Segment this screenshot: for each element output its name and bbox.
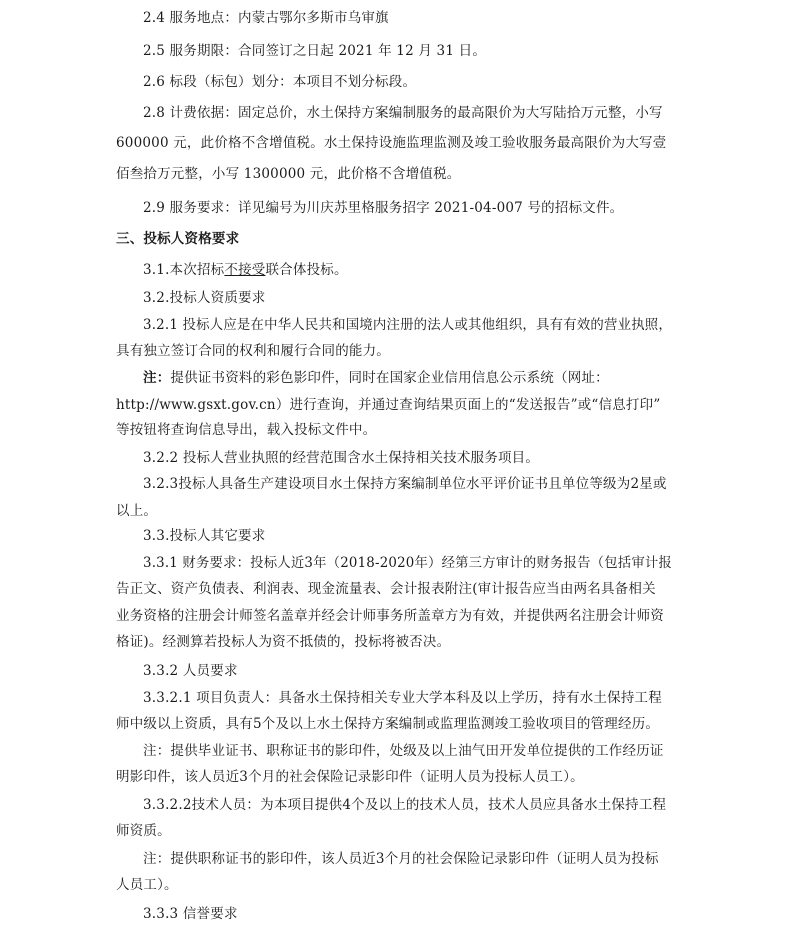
paragraph-2-4: 2.4 服务地点：内蒙古鄂尔多斯市乌审旗 bbox=[143, 10, 389, 26]
paragraph-3-3-3: 3.3.3 信誉要求 bbox=[143, 906, 238, 922]
paragraph-2-6: 2.6 标段（标包）划分：本项目不划分标段。 bbox=[143, 74, 417, 90]
paragraph-3-3-2: 3.3.2 人员要求 bbox=[143, 663, 238, 679]
section-3-heading: 三、投标人资格要求 bbox=[116, 231, 240, 247]
paragraph-3-3: 3.3.投标人其它要求 bbox=[143, 528, 266, 544]
paragraph-3-2: 3.2.投标人资质要求 bbox=[143, 290, 266, 306]
document-page: 2.4 服务地点：内蒙古鄂尔多斯市乌审旗 2.5 服务期限：合同签订之日起 2021 年 12 月 31 日。 2.6 标段（标包）划分：本项目不划分标段。 2.8 计费依据：固定总价，水土保持方案编制服务的最高限价为大写陆拾万元整，小写 600000 元，此价格不含增值税。水土保持设施监理监测及竣工验收服务最高限价为大写壹 佰叁拾万元整，小写 1300000 元，此价格不含增值税。 2.9 服务要求：详见编号为川庆苏里格服务招字 2021-04-007 号的招标文件。 三、投标人资格要求 3.1.本次招标不接受联合体投标。 3.2.投标人资质要求 3.2.1 投标人应是在中华人民共和国境内注册的法人或其他组织，具有有效的营业执照， 具有独立签订合同的权利和履行合同的能力。 注：提供证书资料的彩色影印件，同时在国家企业信用信息公示系统（网址： http://www.gsxt.gov.cn）进行查询，并通过查询结果页面上的“发送报告”或“信息打印” 等按钮将查询信息导出，载入投标文件中。 3.2.2 投标人营业执照的经营范围含水土保持相关技术服务项目。 3.2.3投标人具备生产建设项目水土保持方案编制单位水平评价证书且单位等级为2星或 以上。 3.3.投标人其它要求 3.3.1 财务要求：投标人近3年（2018-2020年）经第三方审计的财务报告（包括审计报 告正文、资产负债表、利润表、现金流量表、会计报表附注(审计报告应当由两名具备相关 业务资格的注册会计师签名盖章并经会计师事务所盖章方为有效，并提供两名注册会计师资 格证)。经测算若投标人为资不抵债的，投标将被否决。 3.3.2 人员要求 3.3.2.1 项目负责人：具备水土保持相关专业大学本科及以上学历，持有水土保持工程 师中级以上资质，具有5个及以上水土保持方案编制或监理监测竣工验收项目的管理经历。 注：提供毕业证书、职称证书的影印件，处级及以上油气田开发单位提供的工作经历证 明影印件，该人员近3个月的社会保险记录影印件（证明人员为投标人员工）。 3.3.2.2技术人员：为本项目提供4个及以上的技术人员，技术人员应具备水土保持工程 师资质。 注：提供职称证书的影印件，该人员近3个月的社会保险记录影印件（证明人员为投标 人员工）。 3.3.3 信誉要求 bbox=[0, 0, 795, 937]
paragraph-3-2-2: 3.2.2 投标人营业执照的经营范围含水土保持相关技术服务项目。 bbox=[143, 450, 540, 466]
paragraph-3-1: 3.1.本次招标不接受联合体投标。 bbox=[143, 262, 348, 278]
paragraph-2-5: 2.5 服务期限：合同签订之日起 2021 年 12 月 31 日。 bbox=[143, 43, 487, 59]
paragraph-2-9: 2.9 服务要求：详见编号为川庆苏里格服务招字 2021-04-007 号的招标文件。 bbox=[143, 200, 624, 216]
